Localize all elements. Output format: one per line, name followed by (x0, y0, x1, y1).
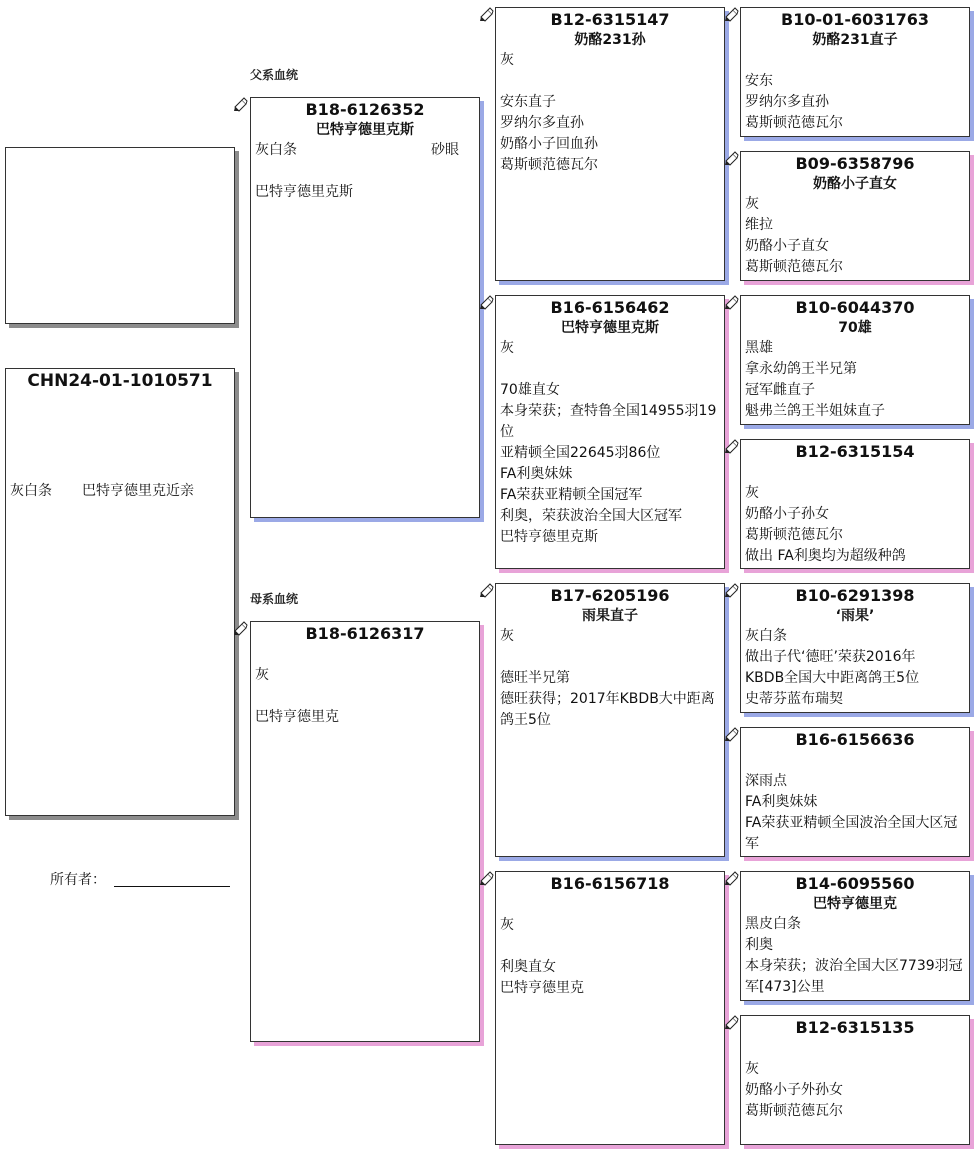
ddd-line (745, 1038, 965, 1059)
ddd-line: 奶酪小子外孙女 (745, 1082, 843, 1098)
photo-box (5, 147, 235, 324)
ds-line: 德旺半兄第 (500, 670, 570, 686)
dd-line (500, 936, 720, 957)
dam-line: 巴特亨德里克 (255, 709, 339, 725)
sds-line: 拿永幼鸽王半兄第 (745, 361, 857, 377)
dss-line: 灰白条 (745, 628, 787, 644)
ss-name: 奶酪231孙 (574, 32, 646, 48)
dss-body (741, 626, 969, 710)
pencil-icon[interactable] (724, 7, 739, 22)
ds-ring: B17-6205196 (550, 586, 670, 605)
sd-line: FA利奥妹妹 (500, 466, 573, 482)
owner-label: 所有者： (50, 872, 106, 888)
sss-line (745, 50, 965, 71)
ss-ring: B12-6315147 (550, 10, 670, 29)
dsd-ring: B16-6156636 (795, 730, 915, 749)
sd-line: FA荣获亚精顿全国冠军 (500, 487, 643, 503)
ds-body (496, 626, 724, 731)
sdd-line (745, 462, 965, 483)
dss-card[interactable] (740, 583, 970, 713)
ddd-ring: B12-6315135 (795, 1018, 915, 1037)
sire-eye: 砂眼 (431, 142, 459, 158)
pencil-icon[interactable] (479, 7, 494, 22)
ss-line: 罗纳尔多直孙 (500, 115, 584, 131)
pencil-icon[interactable] (724, 1015, 739, 1030)
pencil-icon[interactable] (724, 727, 739, 742)
dam-line (255, 686, 475, 707)
sds-line: 黑雄 (745, 340, 773, 356)
sdd-line: 葛斯顿范德瓦尔 (745, 527, 843, 543)
ssd-line: 奶酪小子直女 (745, 238, 829, 254)
sds-card[interactable] (740, 295, 970, 425)
pencil-icon[interactable] (724, 871, 739, 886)
pencil-icon[interactable] (479, 583, 494, 598)
dd-ring: B16-6156718 (550, 874, 670, 893)
sss-body (741, 50, 969, 134)
dam-body (251, 644, 479, 728)
sd-line: 巴特亨德里克斯 (500, 529, 598, 545)
ss-line: 安东直子 (500, 94, 556, 110)
sds-ring: B10-6044370 (795, 298, 915, 317)
sd-name: 巴特亨德里克斯 (561, 320, 659, 336)
sd-line: 利奥，荣获波治全国大区冠军 (500, 508, 682, 524)
subject-color: 灰白条 (10, 483, 52, 499)
pencil-icon[interactable] (233, 621, 248, 636)
subject-strain: 巴特亨德里克近亲 (82, 483, 194, 499)
ddd-line: 灰 (745, 1061, 759, 1077)
sire-name: 巴特亨德里克斯 (316, 122, 414, 138)
subject-card[interactable] (5, 368, 235, 816)
ssd-line: 灰 (745, 196, 759, 212)
sds-line: 魁弗兰鸽王半姐妹直子 (745, 403, 885, 419)
dam-section-label: 母系血统 (250, 592, 299, 606)
ddd-line: 葛斯顿范德瓦尔 (745, 1103, 843, 1119)
dss-line: 做出子代‘德旺’荣获2016年 (745, 649, 916, 665)
sss-name: 奶酪231直子 (812, 32, 898, 48)
pencil-icon[interactable] (479, 871, 494, 886)
sds-line: 冠军雌直子 (745, 382, 815, 398)
ddd-body (741, 1038, 969, 1122)
sdd-card[interactable] (740, 439, 970, 569)
ds-card[interactable] (495, 583, 725, 857)
sss-ring: B10-01-6031763 (781, 10, 929, 29)
sire-ring: B18-6126352 (305, 100, 425, 119)
dd-card[interactable] (495, 871, 725, 1145)
pencil-icon[interactable] (479, 295, 494, 310)
sdd-line: 灰 (745, 485, 759, 501)
dds-line: 本身荣获；波治全国大区7739羽冠军[473]公里 (745, 958, 963, 995)
sdd-line: 做出 FA利奥均为超级种鸽 (745, 548, 906, 564)
dds-line: 利奥 (745, 937, 773, 953)
dd-body (496, 894, 724, 999)
pencil-icon[interactable] (724, 151, 739, 166)
dd-line: 巴特亨德里克 (500, 980, 584, 996)
dsd-line: FA荣获亚精顿全国波治全国大区冠军 (745, 815, 958, 852)
subject-ring: CHN24-01-1010571 (27, 371, 213, 391)
sd-card[interactable] (495, 295, 725, 569)
dsd-line (745, 750, 965, 771)
ssd-ring: B09-6358796 (795, 154, 915, 173)
sss-line: 罗纳尔多直孙 (745, 94, 829, 110)
dsd-line: FA利奥妹妹 (745, 794, 818, 810)
ddd-card[interactable] (740, 1015, 970, 1145)
dds-card[interactable] (740, 871, 970, 1001)
pencil-icon[interactable] (724, 583, 739, 598)
dds-line: 黑皮白条 (745, 916, 801, 932)
ss-line: 灰 (500, 52, 514, 68)
sss-line: 安东 (745, 73, 773, 89)
ss-line: 奶酪小子回血孙 (500, 136, 598, 152)
dsd-body (741, 750, 969, 855)
sds-body (741, 338, 969, 422)
ds-line: 灰 (500, 628, 514, 644)
sds-name: 70雄 (838, 320, 872, 336)
sdd-body (741, 462, 969, 567)
sd-line: 灰 (500, 340, 514, 356)
ss-card[interactable] (495, 7, 725, 281)
sss-line: 葛斯顿范德瓦尔 (745, 115, 843, 131)
dds-ring: B14-6095560 (795, 874, 915, 893)
ds-name: 雨果直子 (582, 608, 638, 624)
pencil-icon[interactable] (233, 97, 248, 112)
dam-card[interactable] (250, 621, 480, 1042)
sd-body (496, 338, 724, 548)
ds-line: 德旺获得；2017年KBDB大中距离鸽王5位 (500, 691, 715, 728)
dd-line: 灰 (500, 917, 514, 933)
ssd-line: 葛斯顿范德瓦尔 (745, 259, 843, 275)
pencil-icon[interactable] (724, 439, 739, 454)
sire-color: 灰白条 (255, 142, 297, 158)
dd-line (500, 894, 720, 915)
dss-line: KBDB全国大中距离鸽王5位 (745, 670, 920, 686)
ssd-name: 奶酪小子直女 (813, 176, 897, 192)
dds-name: 巴特亨德里克 (813, 896, 897, 912)
sire-section-label: 父系血统 (250, 68, 299, 82)
ssd-card[interactable] (740, 151, 970, 281)
pencil-icon[interactable] (724, 295, 739, 310)
dam-line (255, 644, 475, 665)
sdd-line: 奶酪小子孙女 (745, 506, 829, 522)
sire-card[interactable] (250, 97, 480, 518)
dss-line: 史蒂芬蓝布瑞契 (745, 691, 843, 707)
ss-body (496, 50, 724, 176)
sire-line: 巴特亨德里克斯 (255, 184, 353, 200)
sire-body (251, 140, 479, 203)
sire-line (255, 161, 475, 182)
owner-signature-line[interactable] (114, 886, 230, 887)
dam-ring: B18-6126317 (305, 624, 425, 643)
dds-body (741, 914, 969, 998)
sss-card[interactable] (740, 7, 970, 137)
sd-line: 本身荣获；查特鲁全国14955羽19位 (500, 403, 717, 440)
dsd-card[interactable] (740, 727, 970, 857)
sd-line: 亚精顿全国22645羽86位 (500, 445, 661, 461)
dss-ring: B10-6291398 (795, 586, 915, 605)
ds-line (500, 647, 720, 668)
ss-line (500, 71, 720, 92)
ssd-body (741, 194, 969, 278)
ssd-line: 维拉 (745, 217, 773, 233)
dsd-line: 深雨点 (745, 773, 787, 789)
sd-line: 70雄直女 (500, 382, 560, 398)
sd-ring: B16-6156462 (550, 298, 670, 317)
ss-line: 葛斯顿范德瓦尔 (500, 157, 598, 173)
dd-line: 利奥直女 (500, 959, 556, 975)
dam-line: 灰 (255, 667, 269, 683)
dss-name: ‘雨果’ (835, 608, 875, 624)
sd-line (500, 359, 720, 380)
sdd-ring: B12-6315154 (795, 442, 915, 461)
